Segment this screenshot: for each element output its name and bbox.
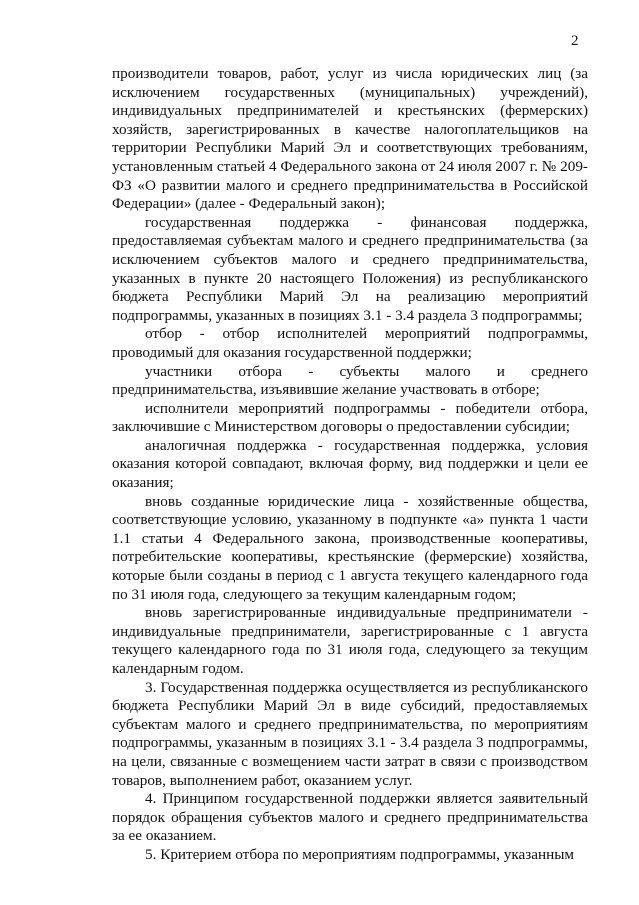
paragraph: исполнители мероприятий подпрограммы - победители отбора, заключившие с Министерством договоры о предоставлении субсидии; — [112, 399, 588, 436]
paragraph: государственная поддержка - финансовая поддержка, предоставляемая субъектам малого и среднего предпринимательства (за исключением субъектов малого и среднего предпринимательства, указанных в пункте 20 настоящего Положения) из республиканского бюджета Республики Марий Эл на реализацию мероприятий подпрограммы, указанных в позициях 3.1 - 3.4 раздела 3 подпрограммы; — [112, 213, 588, 324]
paragraph: вновь созданные юридические лица - хозяйственные общества, соответствующие условию, указанному в подпункте «а» пункта 1 части 1.1 статьи 4 Федерального закона, производственные кооперативы, потребительские кооперативы, крестьянские (фермерские) хозяйства, которые были созданы в период с 1 августа текущего календарного года по 31 июля года, следующего за текущим календарным годом; — [112, 492, 588, 603]
paragraph: отбор - отбор исполнителей мероприятий подпрограммы, проводимый для оказания государственной поддержки; — [112, 325, 588, 361]
paragraph: производители товаров, работ, услуг из числа юридических лиц (за исключением государственных (муниципальных) учреждений), индивидуальных предпринимателей и крестьянских (фермерских) хозяйств, зарегистрированных в качестве налогоплательщиков на территории Республики Марий Эл и соответствующих требованиям, установленным статьей 4 Федерального закона от 24 июля 2007 г. № 209-ФЗ «О развитии малого и среднего предпринимательства в Российской Федерации» (далее - Федеральный закон); — [112, 65, 588, 213]
paragraph: вновь зарегистрированные индивидуальные предприниматели - индивидуальные предприниматели, зарегистрированные с 1 августа текущего календарного года по 31 июля года, следующего за текущим календарным годом. — [112, 604, 588, 677]
paragraph: 5. Критерием отбора по мероприятиям подпрограммы, указанным — [145, 845, 575, 863]
document-body — [112, 65, 588, 865]
paragraph: 3. Государственная поддержка осуществляется из республиканского бюджета Республики Марий Эл в виде субсидий, предоставляемых субъектам малого и среднего предпринимательства, по мероприятиям подпрограммы, указанным в позициях 3.1 - 3.4 раздела 3 подпрограммы, на цели, связанные с возмещением части затрат в связи с производством товаров, выполнением работ, оказанием услуг. — [112, 678, 588, 789]
paragraph: участники отбора - субъекты малого и среднего предпринимательства, изъявившие желание участвовать в отборе; — [112, 362, 588, 399]
paragraph: 4. Принципом государственной поддержки является заявительный порядок обращения субъектов малого и среднего предпринимательства за ее оказанием. — [112, 790, 588, 845]
paragraph: аналогичная поддержка - государственная поддержка, условия оказания которой совпадают, включая форму, вид поддержки и цели ее оказания; — [112, 436, 588, 492]
page-number: 2 — [571, 33, 579, 49]
